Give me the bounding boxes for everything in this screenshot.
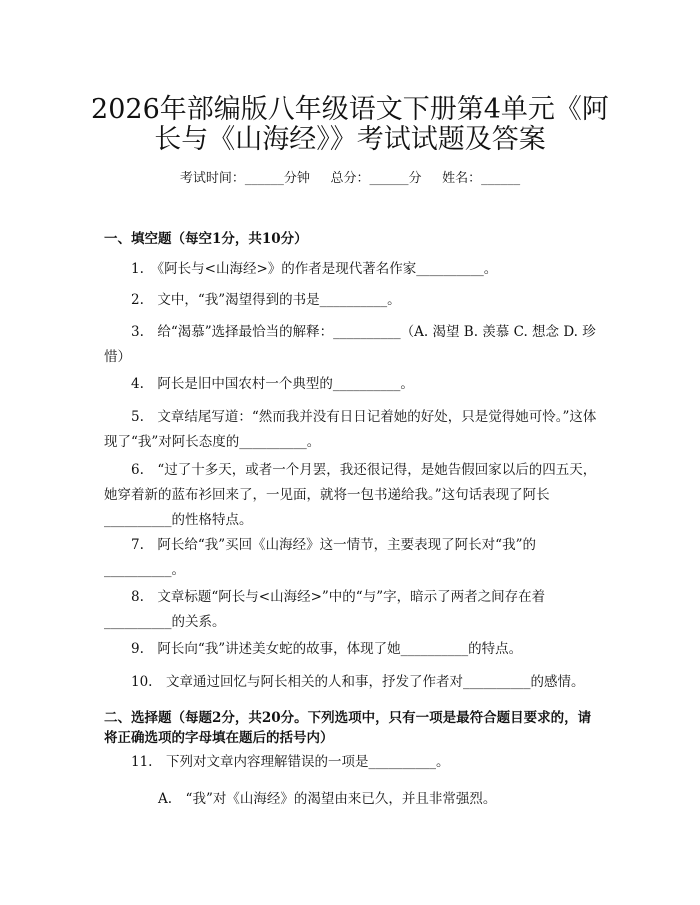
question-4: 4. 阿长是旧中国农村一个典型的__________。 — [131, 376, 414, 392]
question-10: 10. 文章通过回忆与阿长相关的人和事，抒发了作者对__________的感情。 — [131, 674, 585, 690]
question-8: 8. 文章标题“阿长与<山海经>”中的“与”字，暗示了两者之间存在着__________的关系。 — [104, 589, 546, 630]
question-11-option-a: A. “我”对《山海经》的渴望由来已久，并且非常强烈。 — [158, 791, 497, 807]
question-2: 2. 文中，“我”渴望得到的书是__________。 — [131, 292, 401, 308]
question-7: 7. 阿长给“我”买回《山海经》这一情节，主要表现了阿长对“我”的__________。 — [104, 537, 536, 578]
section-1-title: 一、填空题（每空1分，共10分） — [104, 231, 308, 247]
exam-meta: 考试时间：______分钟 总分：______分 姓名：______ — [179, 171, 521, 186]
question-1: 1. 《阿长与<山海经>》的作者是现代著名作家__________。 — [131, 261, 498, 277]
question-5: 5. 文章结尾写道：“然而我并没有日日记着她的好处，只是觉得她可怜。”这体现了“我”对阿长态度的__________。 — [104, 409, 597, 450]
question-6: 6. “过了十多天，或者一个月罢，我还很记得，是她告假回家以后的四五天，她穿着新的蓝布衫回来了，一见面，就将一包书递给我。”这句话表现了阿长__________的性格特点。 — [104, 462, 597, 528]
section-2-title: 二、选择题（每题2分，共20分。下列选项中，只有一项是最符合题目要求的，请将正确选项的字母填在题后的括号内） — [104, 710, 592, 746]
question-11: 11. 下列对文章内容理解错误的一项是__________。 — [131, 754, 450, 770]
question-9: 9. 阿长向“我”讲述美女蛇的故事，体现了她__________的特点。 — [131, 641, 523, 657]
title-line-1: 2026年部编版八年级语文下册第4单元《阿 — [91, 94, 609, 125]
title-line-2: 长与《山海经》》考试试题及答案 — [154, 124, 546, 155]
question-3: 3. 给“渴慕”选择最恰当的解释：__________（A. 渴望 B. 羡慕 C. 想念 D. 珍惜） — [104, 324, 596, 365]
